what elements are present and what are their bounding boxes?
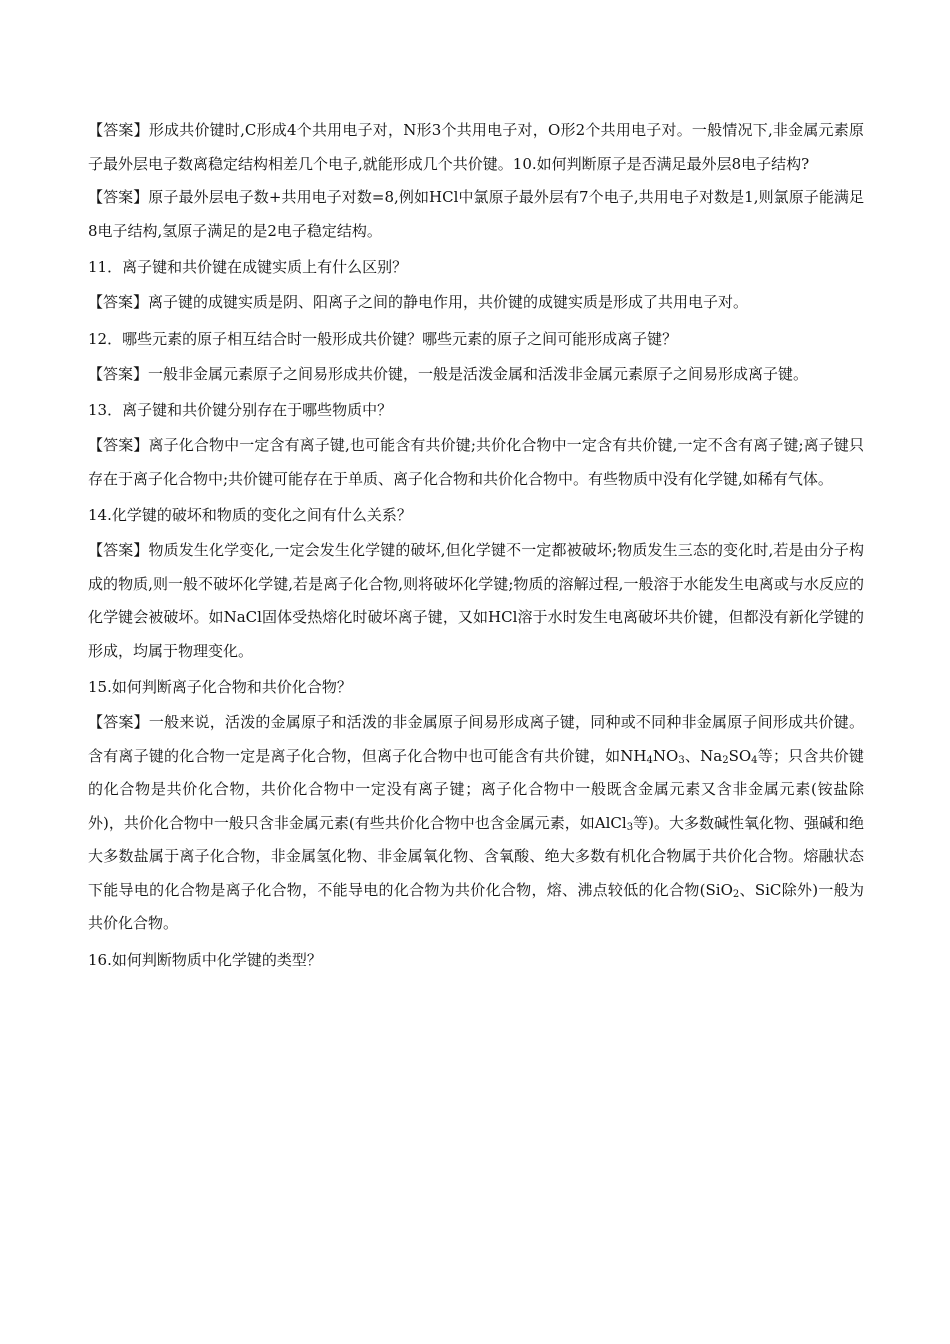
subscript: 3 (626, 821, 634, 833)
question-heading: 15.如何判断离子化合物和共价化合物？ (88, 678, 352, 696)
subscript: 2 (722, 754, 729, 766)
answer-tag: 【答案】 (88, 541, 149, 559)
answer-tag: 【答案】 (88, 188, 149, 206)
answer-paragraph (88, 181, 864, 248)
answer-paragraph (88, 534, 864, 668)
question-heading: 16.如何判断物质中化学键的类型？ (88, 950, 322, 969)
answer-text: NO (652, 746, 679, 765)
answer-text: 离子化合物中一定含有离子键,也可能含有共价键;共价化合物中一定含有共价键,一定不含有离子键;离子键只存在于离子化合物中;共价键可能存在于单质、离子化合物和共价化合物中。有些物质中没有化学键,如稀有气体。 (88, 436, 864, 488)
answer-text: 原子最外层电子数+共用电子对数=8,例如HCl中氯原子最外层有7个电子,共用电子对数是1,则氯原子能满足8电子结构,氢原子满足的是2电子稳定结构。 (88, 188, 864, 240)
question-heading: 13．离子键和共价键分别存在于哪些物质中？ (88, 401, 393, 419)
answer-paragraph (88, 706, 864, 941)
answer-tag: 【答案】 (88, 436, 149, 454)
answer-tag: 【答案】 (88, 364, 149, 383)
answer-paragraph (88, 358, 864, 392)
subscript: 3 (678, 754, 685, 766)
subscript: 4 (646, 754, 653, 766)
subscript: 4 (751, 754, 758, 766)
question-heading: 11．离子键和共价键在成键实质上有什么区别？ (88, 258, 408, 276)
answer-text: 一般非金属元素原子之间易形成共价键，一般是活泼金属和活泼非金属元素原子之间易形成离子键。 (148, 364, 809, 383)
answer-text: SO (728, 746, 752, 765)
question-heading: 12．哪些元素的原子相互结合时一般形成共价键？哪些元素的原子之间可能形成离子键？ (88, 329, 678, 348)
answer-text: 等；只含共价键的化合物是共价化合物，共价化合物中一定没有离子键；离子化合物中一般既含金属元素又含非金属元素(铵盐除外)，共价化合物中一般只含非金属元素(有些共价化合物中也含金属元素，如AlCl (88, 746, 864, 832)
document-page (88, 114, 864, 979)
subscript: 2 (732, 888, 740, 900)
answer-text: 等)。大多数碱性氧化物、强碱和绝大多数盐属于离子化合物，非金属氢化物、非金属氧化物、含氧酸、绝大多数有机化合物属于共价化合物。熔融状态下能导电的化合物是离子化合物，不能导电的化合物为共价化合物，熔、沸点较低的化合物(SiO (88, 813, 864, 899)
question-heading: 14.化学键的破坏和物质的变化之间有什么关系？ (88, 506, 412, 524)
answer-tag: 【答案】 (88, 121, 149, 139)
answer-paragraph (88, 114, 864, 181)
answer-tag: 【答案】 (88, 713, 149, 731)
answer-text: 、SiC除外)一般为共价化合物。 (88, 880, 864, 932)
answer-text: 离子键的成键实质是阴、阳离子之间的静电作用，共价键的成键实质是形成了共用电子对。 (148, 293, 749, 311)
answer-text: 一般来说，活泼的金属原子和活泼的非金属原子间易形成离子键，同种或不同种非金属原子间形成共价键。含有离子键的化合物一定是离子化合物，但离子化合物中也可能含有共价键，如NH (88, 713, 864, 765)
answer-text: 形成共价键时,C形成4个共用电子对，N形3个共用电子对，O形2个共用电子对。一般情况下,非金属元素原子最外层电子数离稳定结构相差几个电子,就能形成几个共价键。10.如何判断原子是否满足最外层8电子结构? (88, 121, 864, 173)
answer-text: 、Na (684, 746, 723, 765)
answer-paragraph (88, 286, 864, 320)
answer-text: 物质发生化学变化,一定会发生化学键的破坏,但化学键不一定都被破坏;物质发生三态的变化时,若是由分子构成的物质,则一般不破坏化学键,若是离子化合物,则将破坏化学键;物质的溶解过程,一般溶于水能发生电离或与水反应的化学键会被破坏。如NaCl固体受热熔化时破坏离子键，又如HCl溶于水时发生电离破坏共价键，但都没有新化学键的形成，均属于物理变化。 (88, 541, 864, 660)
answer-paragraph (88, 429, 864, 496)
answer-tag: 【答案】 (88, 293, 149, 311)
